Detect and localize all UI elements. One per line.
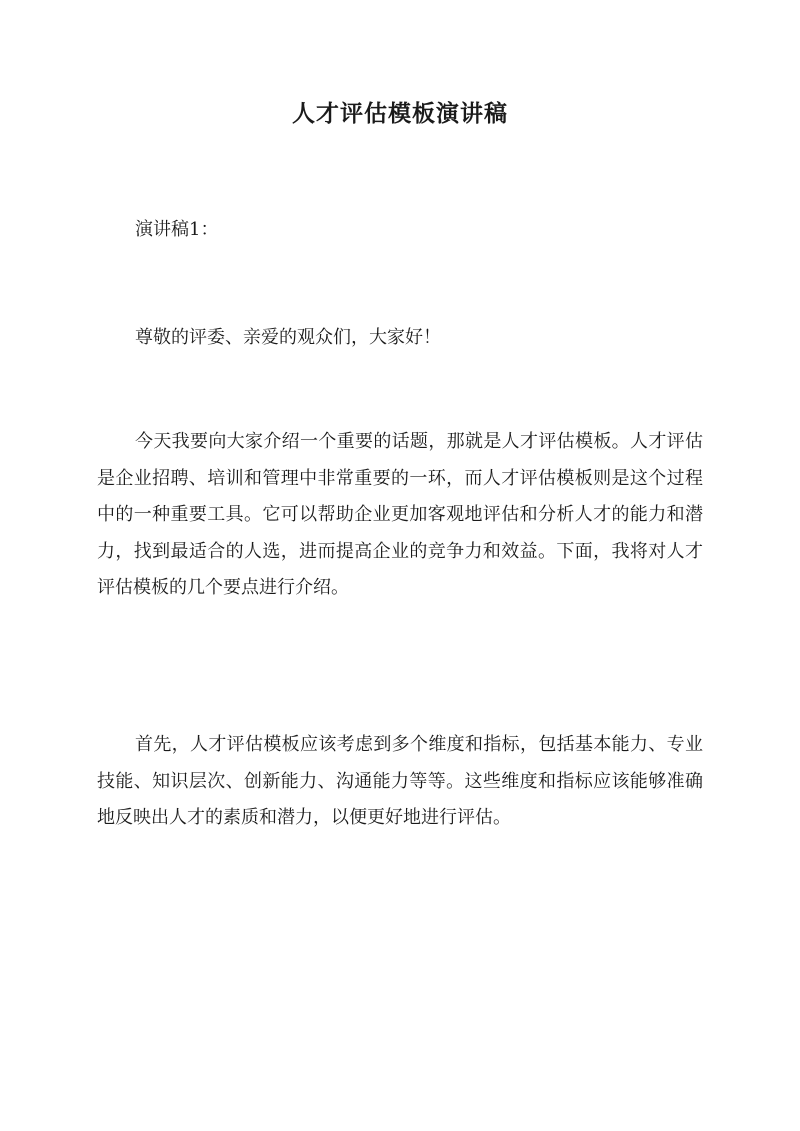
speech-label-paragraph: 演讲稿1： <box>135 219 219 240</box>
introduction-paragraph: 今天我要向大家介绍一个重要的话题，那就是人才评估模板。人才评估是企业招聘、培训和管理中非常重要的一环，而人才评估模板则是这个过程中的一种重要工具。它可以帮助企业更加客观地评估和分析人才的能力和潜力，找到最适合的人选，进而提高企业的竞争力和效益。下面，我将对人才评估模板的几个要点进行介绍。 <box>97 431 703 598</box>
greeting-paragraph: 尊敬的评委、亲爱的观众们，大家好！ <box>135 327 441 348</box>
first-point-paragraph: 首先，人才评估模板应该考虑到多个维度和指标，包括基本能力、专业技能、知识层次、创新能力、沟通能力等等。这些维度和指标应该能够准确地反映出人才的素质和潜力，以便更好地进行评估。 <box>97 734 703 828</box>
document-title: 人才评估模板演讲稿 <box>292 100 508 127</box>
